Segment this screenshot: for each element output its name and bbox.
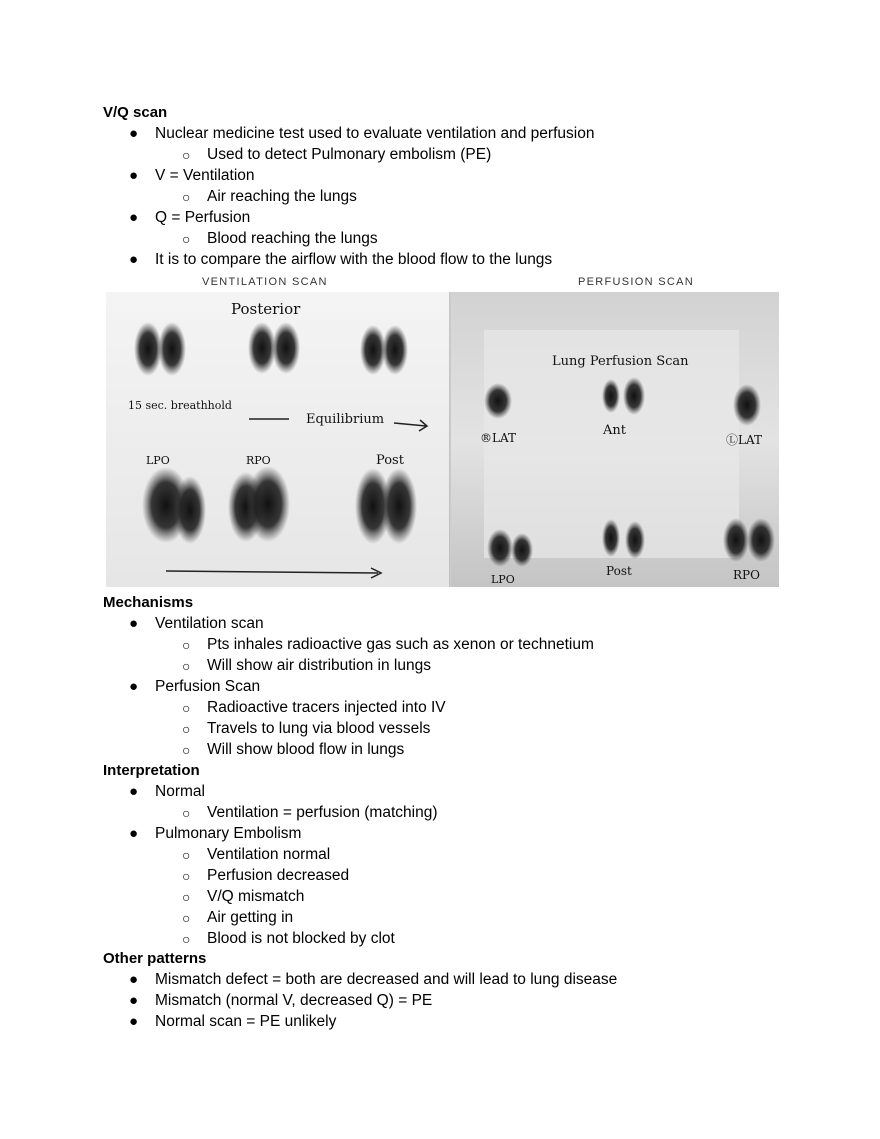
list-item: V = Ventilation (155, 167, 255, 184)
ventilation-scan-panel (106, 292, 450, 587)
lung-image (733, 384, 761, 426)
sub-bullet-circle: ○ (182, 931, 191, 947)
list-item: Perfusion Scan (155, 678, 261, 695)
perf-lpo-label: LPO (491, 573, 515, 586)
bullet-dot: ● (129, 251, 139, 268)
breathhold-label: 15 sec. breathhold (128, 399, 232, 412)
bullet-dot: ● (129, 783, 139, 800)
sub-bullet-circle: ○ (182, 147, 191, 163)
sub-bullet-circle: ○ (182, 700, 191, 716)
sub-list-item: Radioactive tracers injected into IV (207, 699, 446, 716)
sub-list-item: Blood reaching the lungs (207, 230, 378, 247)
list-item: Mismatch (normal V, decreased Q) = PE (155, 992, 433, 1009)
llat-label: ⓁLAT (726, 433, 762, 447)
sub-bullet-circle: ○ (182, 805, 191, 821)
sub-list-item: Blood is not blocked by clot (207, 930, 395, 947)
lung-image (228, 466, 290, 542)
list-item: Ventilation scan (155, 615, 264, 632)
perf-rpo-label: RPO (733, 568, 760, 582)
lpo-label: LPO (146, 454, 170, 467)
bullet-dot: ● (129, 167, 139, 184)
sub-bullet-circle: ○ (182, 910, 191, 926)
list-item: Nuclear medicine test used to evaluate ventilation and perfusion (155, 125, 595, 142)
heading-other-patterns: Other patterns (103, 950, 207, 967)
sub-bullet-circle: ○ (182, 742, 191, 758)
sub-bullet-circle: ○ (182, 189, 191, 205)
sub-list-item: Ventilation normal (207, 846, 331, 863)
perfusion-scan-caption: PERFUSION SCAN (578, 276, 694, 288)
vq-scan-figure (106, 292, 779, 587)
rpo-label: RPO (246, 454, 271, 467)
heading-vq-scan: V/Q scan (103, 104, 168, 121)
sub-bullet-circle: ○ (182, 637, 191, 653)
posterior-label: Posterior (231, 300, 301, 318)
perf-post-label: Post (606, 564, 632, 578)
sub-bullet-circle: ○ (182, 889, 191, 905)
rlat-label: ®LAT (480, 431, 516, 445)
list-item: Q = Perfusion (155, 209, 251, 226)
sub-list-item: Travels to lung via blood vessels (207, 720, 431, 737)
perfusion-title-label: Lung Perfusion Scan (552, 354, 689, 369)
sub-list-item: Pts inhales radioactive gas such as xenon or technetium (207, 636, 594, 653)
bullet-dot: ● (129, 615, 139, 632)
list-item: Normal scan = PE unlikely (155, 1013, 337, 1030)
perfusion-scan-panel (451, 292, 779, 587)
heading-interpretation: Interpretation (103, 762, 200, 779)
sub-bullet-circle: ○ (182, 658, 191, 674)
sub-list-item: Used to detect Pulmonary embolism (PE) (207, 146, 492, 163)
sub-bullet-circle: ○ (182, 721, 191, 737)
bullet-dot: ● (129, 971, 139, 988)
sub-list-item: Ventilation = perfusion (matching) (207, 804, 438, 821)
bullet-dot: ● (129, 992, 139, 1009)
sub-list-item: Perfusion decreased (207, 867, 350, 884)
sub-list-item: Will show air distribution in lungs (207, 657, 431, 674)
ventilation-scan-caption: VENTILATION SCAN (202, 276, 328, 288)
sub-list-item: Will show blood flow in lungs (207, 741, 405, 758)
list-item: Pulmonary Embolism (155, 825, 302, 842)
sub-list-item: Air reaching the lungs (207, 188, 357, 205)
lung-image (484, 383, 512, 419)
post-label: Post (376, 453, 404, 468)
bullet-dot: ● (129, 825, 139, 842)
heading-mechanisms: Mechanisms (103, 594, 194, 611)
list-item: Normal (155, 783, 205, 800)
bullet-dot: ● (129, 678, 139, 695)
bullet-dot: ● (129, 125, 139, 142)
sub-list-item: V/Q mismatch (207, 888, 305, 905)
ant-label: Ant (603, 423, 626, 438)
sub-bullet-circle: ○ (182, 231, 191, 247)
bullet-dot: ● (129, 1013, 139, 1030)
list-item: It is to compare the airflow with the blood flow to the lungs (155, 251, 553, 268)
sub-bullet-circle: ○ (182, 868, 191, 884)
sub-list-item: Air getting in (207, 909, 294, 926)
equilibrium-label: Equilibrium (306, 412, 385, 427)
list-item: Mismatch defect = both are decreased and will lead to lung disease (155, 971, 618, 988)
sub-bullet-circle: ○ (182, 847, 191, 863)
bullet-dot: ● (129, 209, 139, 226)
